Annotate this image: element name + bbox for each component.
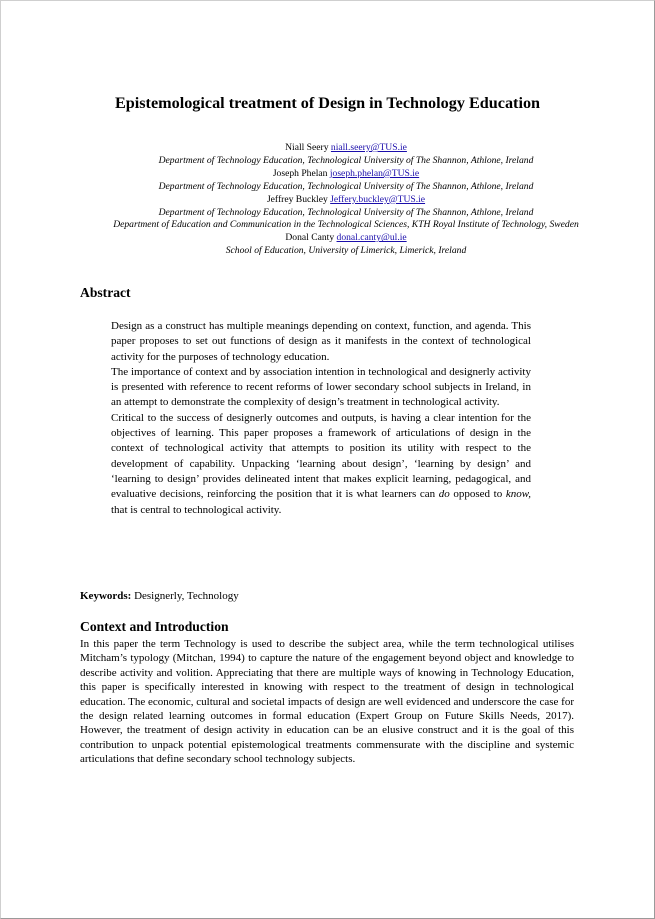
abstract-emphasis: do — [438, 488, 450, 501]
author-affiliation: Department of Technology Education, Technological University of The Shannon, Athlone, Ireland — [158, 206, 534, 218]
section-heading: Context and Introduction — [80, 619, 229, 634]
abstract-text: that is central to technological activity. — [111, 503, 282, 516]
author-line — [111, 168, 581, 181]
author-email-link[interactable]: Jeffery.buckley@TUS.ie — [330, 193, 426, 205]
keywords-value: Designerly, Technology — [131, 590, 239, 602]
author-line — [111, 194, 581, 207]
author-block — [111, 142, 581, 258]
author-email-link[interactable]: joseph.phelan@TUS.ie — [329, 167, 420, 179]
abstract-paragraph: Design as a construct has multiple meanings depending on context, function, and agenda. This paper proposes to set out functions of design as it manifests in the context of technological activity for the purposes of technology education. — [111, 320, 531, 363]
author-name: Donal Canty — [285, 232, 337, 244]
abstract-heading: Abstract — [80, 285, 131, 300]
abstract-text: opposed to — [449, 488, 506, 501]
author-email-link[interactable]: niall.seery@TUS.ie — [330, 142, 407, 153]
abstract-emphasis: know, — [505, 488, 531, 501]
author-affiliation: Department of Technology Education, Technological University of The Shannon, Athlone, Ireland — [158, 180, 534, 192]
paper-title: Epistemological treatment of Design in Technology Education — [114, 94, 541, 112]
keywords-label: Keywords: — [80, 590, 132, 602]
keywords-line — [80, 589, 239, 604]
author-line — [111, 142, 581, 155]
author-affiliation: School of Education, University of Limerick, Limerick, Ireland — [225, 245, 467, 257]
abstract-body — [111, 319, 531, 518]
section-body: In this paper the term Technology is used to describe the subject area, while the term technological utilises Mitcham’s typology (Mitchan, 1994) to capture the nature of the engagement beyond object and knowledge to describe activity and volition. Appreciating that there are multiple ways of knowing in Technology Education, this paper is specifically interested in knowing with respect to the treatment of design in technological education. The economic, cultural and societal impacts of design are well evidenced and underscore the case for the design related learning outcomes in formal education (Expert Group on Future Skills Needs, 2017). However, the treatment of design activity in education can be an elusive construct and it is the goal of this contribution to unpack potential epistemological treatments commensurate with the discipline and systemic articulations that define secondary school technology subjects. — [80, 638, 574, 766]
author-affiliation: Department of Education and Communication in the Technological Sciences, KTH Royal Institute of Technology, Sweden — [113, 219, 579, 231]
author-line — [111, 232, 581, 245]
author-name: Niall Seery — [285, 142, 331, 153]
author-name: Jeffrey Buckley — [266, 193, 331, 205]
abstract-text: Critical to the success of designerly outcomes and outputs, is having a clear intention for the objectives of learning. This paper proposes a framework of articulations of design in the context of technological activity that attempts to position its utility with respect to the development of capability. Unpacking ‘learning about design’, ‘learning by design’ and ‘learning to design’ provides delineated intent that makes explicit learning, pedagogical, and evaluative decisions, reinforcing the position that it is what learners can — [111, 411, 531, 501]
author-affiliation: Department of Technology Education, Technological University of The Shannon, Athlone, Ireland — [158, 154, 534, 166]
author-email-link[interactable]: donal.canty@ul.ie — [336, 232, 407, 244]
abstract-paragraph — [111, 411, 531, 518]
abstract-paragraph: The importance of context and by association intention in technological and designerly activity is presented with reference to recent reforms of lower secondary school subjects in Ireland, in an attempt to demonstrate the complexity of design’s treatment in technological activity. — [111, 365, 531, 409]
author-name: Joseph Phelan — [272, 167, 330, 179]
